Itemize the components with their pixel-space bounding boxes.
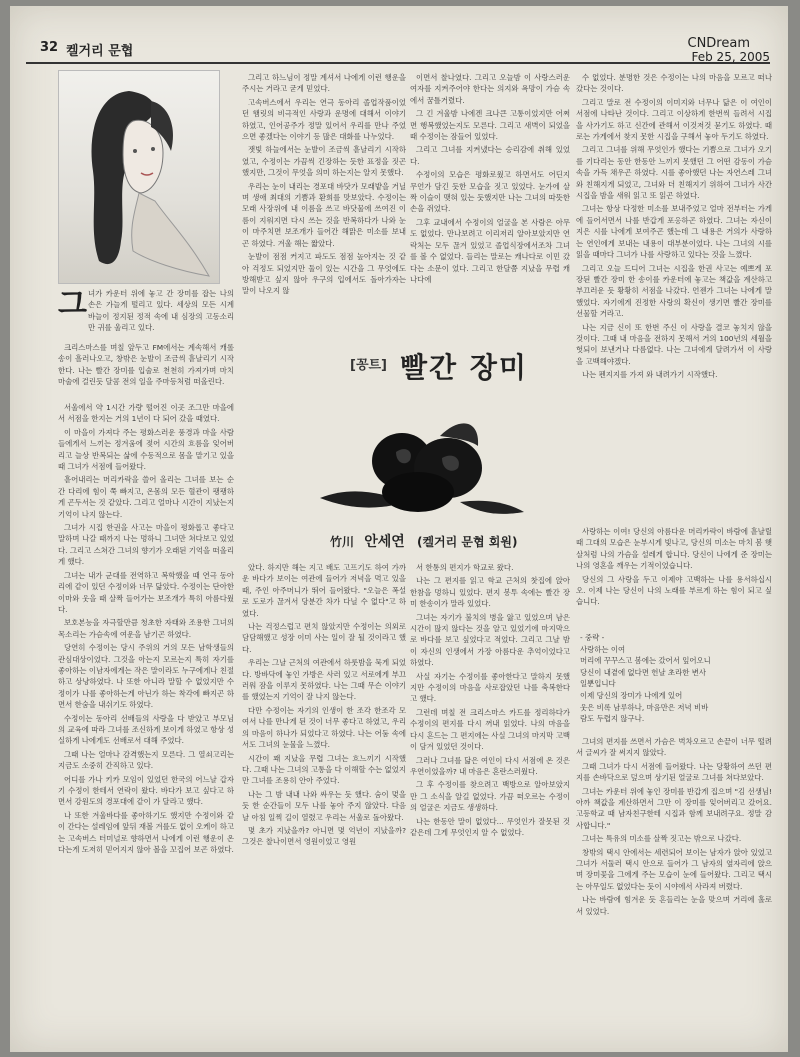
paragraph: 우리는 그날 근처의 여관에서 하룻밤을 묵게 되었다. 방바닥에 놓인 가방은 사러 있고 서로에게 부끄러워 잠을 이루지 못하였다. 나는 그때 무슨 이야기를 했었는지 기억이 잘 나지 않는다. [242, 658, 406, 702]
paragraph: 그녀는 특유의 미소를 살짝 짓고는 밖으로 나갔다. [582, 834, 742, 844]
paragraph: 나는 그 편지를 읽고 학교 근처의 찻집에 앉아 한참을 멍하니 있었다. 편지 봉투 속에는 빨간 장미 한송이가 말라 있었다. [410, 576, 570, 609]
poem-block [580, 632, 770, 725]
paragraph: 그러나 그녀를 닮은 여인이 다시 서점에 온 것은 우연이었을까? 내 마음은 혼란스러웠다. [410, 755, 570, 776]
poem-line: 일뿐입니다 [580, 679, 616, 689]
author-prefix: 竹川 [330, 535, 355, 549]
story-genre: [꽁트] [350, 358, 387, 373]
portrait-illustration [58, 70, 220, 284]
column-mid-top [242, 72, 406, 334]
page-number: 32 [40, 40, 59, 55]
column-right-bottom [576, 736, 772, 1036]
paragraph: 사실 자기는 수정이를 좋아한다고 말하지 못했지만 수정이의 마음을 사로잡았던 나를 축복한다고 했다. [410, 671, 570, 704]
paragraph: 서울에서 약 1시간 가량 떨어진 이곳 조그만 마을에서 서점을 한지는 거의 1년이 다 되어 갔을 때였다. [58, 403, 234, 424]
poem-marker: - 중략 - [580, 633, 605, 642]
paragraph: 나는 한동안 말이 없었다... 무엇인가 잘못된 것 같은데 그게 무엇인지 알 수 없었다. [410, 816, 570, 837]
paragraph: 서 한통의 편지가 학교로 왔다. [416, 563, 514, 572]
paragraph: 나는 그 밤 내내 나와 싸우는 듯 했다. 숨이 멎을 듯 한 순간들이 모두 나를 놓아 주지 않았다. 다음 날 아침 일찍 길이 열렸고 우리는 서울로 돌아왔다. [242, 789, 406, 822]
paragraph: 사랑하는 이여! 당신의 아름다운 머리카락이 바람에 흩날릴때 그대의 모습은 눈부시게 빛나고, 당신의 미소는 마치 봄 햇살처럼 나의 가슴을 설레게 합니다. 당신이 나에게 준 장미는 나의 영혼을 깨우는 기적이었습니다. [576, 527, 772, 571]
paragraph: 이면서 찰나였다. 그리고 오늘밤 이 사랑스러운 여자를 지켜주어야 한다는 의지와 욕망이 가슴 속에서 꿈틀거렸다. [410, 73, 570, 105]
poem-line: 머리에 꾸꾸스고 봄에는 갔어서 잎어오니 [580, 656, 711, 666]
paragraph: 그때 나는 얼마나 감격했는지 모른다. 그 열쇠고리는 지금도 소중히 간직하고 있다. [58, 749, 234, 771]
paragraph: 그녀의 편지를 쓰면서 가슴은 벅차오르고 손끝이 너무 떨려서 글씨가 잘 써지지 않았다. [576, 737, 772, 758]
paragraph: 그때 그녀가 다시 서점에 들어왔다. 나는 당황하여 쓰던 편지를 손바닥으로 덮으며 상기된 얼굴로 그녀를 쳐다보았다. [576, 761, 772, 783]
paragraph: 고속버스에서 우리는 연극 동아리 졸업작품이었던 햄릿의 비극적인 사랑과 운명에 대해서 이야기 하였고, 인어공주가 정말 있어서 우리를 만나 주었으면 좋겠다는 이야기 등 많은 대화를 나누었다. [242, 97, 406, 142]
column-mid2-top [410, 72, 570, 334]
poem-line: 웃은 비록 남루하나, 마음만은 저녁 비바 [580, 702, 709, 712]
paragraph: 그녀는 카운터 위에 놓인 장미를 반갑게 집으며 "김 선생님! 아까 책값을 계산하면서 그만 이 장미를 잊어버리고 갔어요. 고등학교 때 남자친구한테 시집과 함께 보내려구요. 정말 감사합니다." [576, 786, 772, 830]
paragraph: 그리고 그녀를 위해 무엇인가 했다는 기쁨으로 그녀가 오기를 기다리는 동안 한동안 느끼지 못했던 그 어떤 감동이 가슴 속을 가득 채우곤 하였다. 시를 좋아했던 나는 자연스레 그녀와 친해지게 되었고, 그녀와 더 친해지기 위하여 그녀가 사간 시집을 밤을 새워 읽고 또 읽곤 하였다. [576, 145, 772, 201]
paragraph: 나는 펜지지를 가져 와 내려가기 시작했다. [582, 370, 718, 380]
paragraph: 수정이는 동아리 선배들의 사랑을 다 받았고 부모님의 교육에 따라 그녀를 조신하게 보이게 하였고 항상 성실하게 나에게도 선배로서 대해 주었다. [58, 713, 234, 746]
paragraph: 그리고 오늘 드디어 그녀는 시집을 한권 사고는 예쁘게 포장된 빨간 장미 한 송이를 카운터에 놓고는 책값을 계산하고 부끄러운 듯 황황히 서점을 나갔다. 언젠가 그녀는 나에게 말했었다. 자기에게 진정한 사랑의 확신이 생기면 빨간 장미를 선물할 거라고. [576, 263, 772, 319]
paragraph: 크리스마스를 며칠 앞두고 FM에서는 계속해서 캐롤송이 흘러나오고, 창밖은 눈발이 조금씩 흩날리기 시작한다. 나는 빨간 장미를 입술로 천천히 가져가며 마치 마술에 걸린듯 달콤 전의 일을 주마등처럼 떠올린다. [58, 343, 234, 387]
paragraph: 우리는 눈이 내리는 경포대 바닷가 모래밭을 거닐며 생애 최대의 기쁨과 환희를 맛보았다. 수정이는 모래 사장위에 내 이름을 쓰고 바닷물에 쓰여진 이름이 지워지면 다시 쓰는 것을 반복하다가 나와 눈이 마주치면 보조개가 들어간 해맑은 미소를 보내곤 하였다. 겨울 해는 짧았다. [242, 181, 406, 248]
poem-line: 이제 당신의 장미가 나에게 있어 [580, 690, 683, 700]
paragraph: 나는 지금 신이 또 한번 주신 이 사랑을 결코 놓치지 않을 것이다. 그때 내 마음을 전하지 못해서 거의 100년의 세월을 헛되이 보낸거나 다름없다. 나는 그녀에게 달려가서 이 사랑을 고백해야겠다. [576, 322, 772, 366]
paragraph: 수 없었다. 분명한 것은 수정이는 나의 마음을 모르고 떠나갔다는 것이다. [576, 73, 772, 94]
dropcap-letter: 그 [58, 287, 87, 322]
paragraph: 나는 걱정스럽고 편치 않았지만 수정이는 의외로 담담해했고 성장 이미 사는 일이 잘 될 것이라고 했다. [242, 622, 406, 654]
paragraph: 그리고 그녀를 지켜냈다는 승리감에 취해 있었다. [410, 145, 570, 166]
paragraph: 그후 교내에서 수정이의 얼굴을 본 사람은 아무도 없었다. 만나보려고 이리저리 알아보았지만 연락처는 모두 끊겨 있었고 졸업식장에서조차 그녀를 볼 수 없었다. 들리는 말로는 캐나다로 이민 갔다는 소문이 었다. 그리고 한달쯤 지났을 무렵 캐나다에 [410, 217, 570, 284]
paragraph: 그녀가 시집 한권을 사고는 마을이 평화롭고 좋다고 말하며 나갈 때까지 나는 멍하니 그녀만 쳐다보고 있었다. 그리고 스쳐간 그녀의 향기가 오래된 기억을 떠올리게 했다. [58, 523, 234, 567]
column-left-intro-2 [58, 342, 234, 396]
issue-date: Feb 25, 2005 [691, 50, 770, 64]
paragraph: 그녀는 자기가 불치의 병을 앓고 있었으며 남은 시간이 많지 않다는 것을 알고 있었기에 마지막으로 바다를 보고 싶었다고 적었다. 그리고 그날 밤이 자신의 인생에서 가장 아름다운 추억이었다고 하였다. [410, 612, 570, 668]
newspaper-page [10, 6, 788, 1052]
paragraph: 당신의 그 사랑을 두고 이제야 고백하는 나를 용서하십시오. 이제 나는 당신이 나의 노래를 부르게 하는 힘이 되고 싶습니다. [576, 574, 772, 606]
paragraph: 이 마을이 가져다 주는 평화스러운 풍경과 마을 사람들에게서 느끼는 정겨움에 젖어 시간의 흐름을 잊어버리고 늘상 반복되는 삶에 수동적으로 몸을 맡기고 있을 때 그녀가 서점에 들어왔다. [58, 427, 234, 472]
paragraph: 당연히 수정이는 당시 주위의 거의 모든 남학생들의 관심대상이었다. 그것을 아는지 모르는지 특히 자기를 좋아하는 이남자에게는 작은 말이라도 누구에게나 친절하고 상냥하였다. 나 또한 아니라 말할 수 없었지만 수정이가 나를 좋아하는게 아닌가 하는 착각에 빠지곤 하면서 한숨을 내쉬기도 하였다. [58, 643, 234, 710]
paragraph: 몇 초가 지났을까? 아니면 몇 억년이 지났을까? 그것은 찰나이면서 영원이었고 영원 [242, 825, 406, 847]
paragraph: 았다. 하지만 해는 지고 배도 고프기도 하여 가까운 바다가 보이는 여관에 들어가 저녁을 먹고 있을 때, 주인 아주머니가 뛰어 들어왔다. "오늘은 폭설로 도로가 끊겨서 당분간 차가 다닐 수 없다"고 하였다. [242, 563, 406, 618]
paragraph: 그 후 수정이를 찾으려고 백방으로 알아보았지만 그 소식을 알길 없었다. 가끔 떠오르는 수정이의 얼굴은 지금도 생생하다. [410, 780, 570, 813]
story-title-block [250, 342, 550, 402]
paragraph: 잿빛 하늘에서는 눈발이 조금씩 흩날리기 시작하였고, 수정이는 가끔씩 긴장하는 듯한 표정을 짓곤 했지만, 그것이 무엇을 의미 하는지는 알지 못했다. [242, 145, 406, 178]
paragraph: 보호본능을 자극할만큼 청초한 자태와 조용한 그녀의 목소리는 가슴속에 여운을 남기곤 하였다. [58, 618, 234, 639]
rose-illustration [310, 406, 530, 526]
paragraph: 그녀는 항상 다정한 미소를 보내주었고 얼마 전부터는 가게에 들어서면서 나를 반갑게 포옹하곤 하였다. 그녀는 자신이 지은 시를 나에게 보여주곤 했는데 그 내용은 거의가 사랑하는 연인에게 보내는 내용이 대부분이었다. 나는 그녀의 시를 읽을 때마다 그녀가 나를 사랑하고 있다는 것을 느꼈다. [576, 204, 772, 260]
paragraph: 그런데 며칠 전 크리스마스 카드를 정리하다가 수정이의 편지를 다시 꺼내 읽었다. 나의 마음을 다시 흔드는 그 편지에는 사실 그녀의 마지막 고백이 담겨 있었던 것이다. [410, 707, 570, 752]
author-affiliation: (켈거리 문협 회원) [416, 535, 518, 549]
poem-line: 사랑하는 이여 [580, 644, 626, 654]
woman-sketch-icon [59, 71, 219, 283]
column-right-top [576, 72, 772, 522]
story-title: 빨간 장미 [400, 351, 528, 384]
paragraph: 흩어내리는 머리카락을 쓸어 올리는 그녀를 보는 순간 다리에 힘이 쭉 빠지고, 온몸의 모든 혈관이 팽팽하게 곤두서는 것 같았다. 그리고 얼마나 시간이 지났는지 기억이 나지 않는다. [58, 475, 234, 519]
paragraph: 그리고 말로 전 수정이의 이미지와 너무나 닮은 이 여인이 서점에 나타난 것이다. 그리고 이상하게 한번씩 들려서 시집을 사가기도 하고 신간에 관해서 이것저것 묻기도 하였다. 때로는 가게에서 찾지 못한 시집을 구해서 놓아 두기도 하였다. [576, 97, 772, 142]
paragraph: 그 긴 겨울밤 나에겐 크나큰 고통이었지만 어쩌면 행복했었는지도 모른다. 그리고 새벽이 되었을 때 수정이는 잠들어 있었다. [410, 109, 570, 142]
paragraph: 나 또한 겨울바다를 좋아하기도 했지만 수정이와 같이 간다는 설레임에 앞뒤 재볼 겨를도 없이 오케이 하고는 고속버스 터미널로 향하면서 나에게 이런 행운이 온다는게 도저히 믿어지지 않아 볼을 꼬집어 보곤 하였다. [58, 810, 234, 855]
rose-icon [310, 406, 530, 526]
paragraph: 눈발이 점점 커지고 파도도 점점 높아지는 것 같아 걱정도 되었지만 둘이 있는 시간을 그 무엇에도 방해받고 싶지 않아 우구의 입에서도 돌아가자는 말이 나오지 않 [242, 252, 406, 296]
publication-name: CNDream [687, 36, 750, 51]
poem-line: 람도 두렵지 않구나. [580, 714, 645, 724]
author-name: 안세연 [364, 534, 405, 550]
poem-line: 당신이 내곁에 없다면 헌날 초라한 변사 [580, 667, 706, 677]
column-left-intro [88, 288, 234, 340]
column-mid2-bottom [410, 562, 570, 1032]
paragraph: 다만 수정이는 자기의 인생이 한 조각 한조각 모여서 나를 만나게 된 것이 너무 좋다고 하였고, 우리의 마음이 하나가 되었다고 하였다. 나는 어둠 속에서도 그녀의 눈물을 느꼈다. [242, 705, 406, 750]
page-header [26, 36, 770, 64]
column-mid-bottom [242, 562, 406, 1032]
paragraph: 나는 바람에 힘겨운 듯 흔들리는 눈을 맞으며 거리에 홀로 서 있었다. [576, 895, 772, 916]
column-right-letter [576, 526, 772, 606]
paragraph: 어디를 가나 키카 모임이 있었던 한국의 어느날 갑자기 수정이 한테서 연락이 왔다. 바다가 보고 싶다고 하면서 강원도의 경포대에 같이 가 달라고 했다. [58, 774, 234, 807]
paragraph: 창밖의 택시 안에서는 세련되어 보이는 남자가 앉아 있었고 그녀가 서둘러 택시 안으로 들어가 그 남자의 옆자리에 앉으며 장미꽃을 그에게 주는 모습이 눈에 들어왔다. 그리고 택시는 아무일도 없었다는 듯이 시야에서 사라져 버렸다. [576, 847, 772, 891]
paragraph: 시간이 꽤 지났을 무렵 그녀는 흐느끼기 시작했다. 그때 나는 그녀의 고통을 다 이해할 수는 없었지만 그녀를 조용히 안아 주었다. [242, 753, 406, 786]
section-name: 켈거리 문협 [66, 44, 134, 59]
paragraph: 수정이의 모습은 평화로웠고 하면서도 어딘지 무언가 담긴 듯한 모습을 짓고 있었다. 눈가에 살짝 이슬이 맺혀 있는 듯했지만 나는 그녀의 따뜻한 손을 쥐었다. [410, 170, 570, 214]
paragraph: 녀가 카운터 위에 놓고 간 장미를 잡는 나의 손은 가늘게 떨리고 있다. 세상의 모든 시계 바늘이 정지된 정적 속에 내 심장의 고동소리만 귀를 울리고 있다. [88, 289, 234, 333]
author-line [330, 531, 517, 551]
column-left [58, 402, 234, 1034]
paragraph: 그녀는 내가 군대를 전역하고 복학했을 때 연극 동아리에 같이 있던 수정이와 너무 닮았다. 수정이는 단아한 이마와 웃을 때 살짝 들어가는 보조개가 특히 아름다웠다. [58, 570, 234, 614]
paragraph: 그리고 하느님이 정말 계셔서 나에게 이런 행운을 주시는 거라고 굳게 믿었다. [242, 73, 406, 94]
